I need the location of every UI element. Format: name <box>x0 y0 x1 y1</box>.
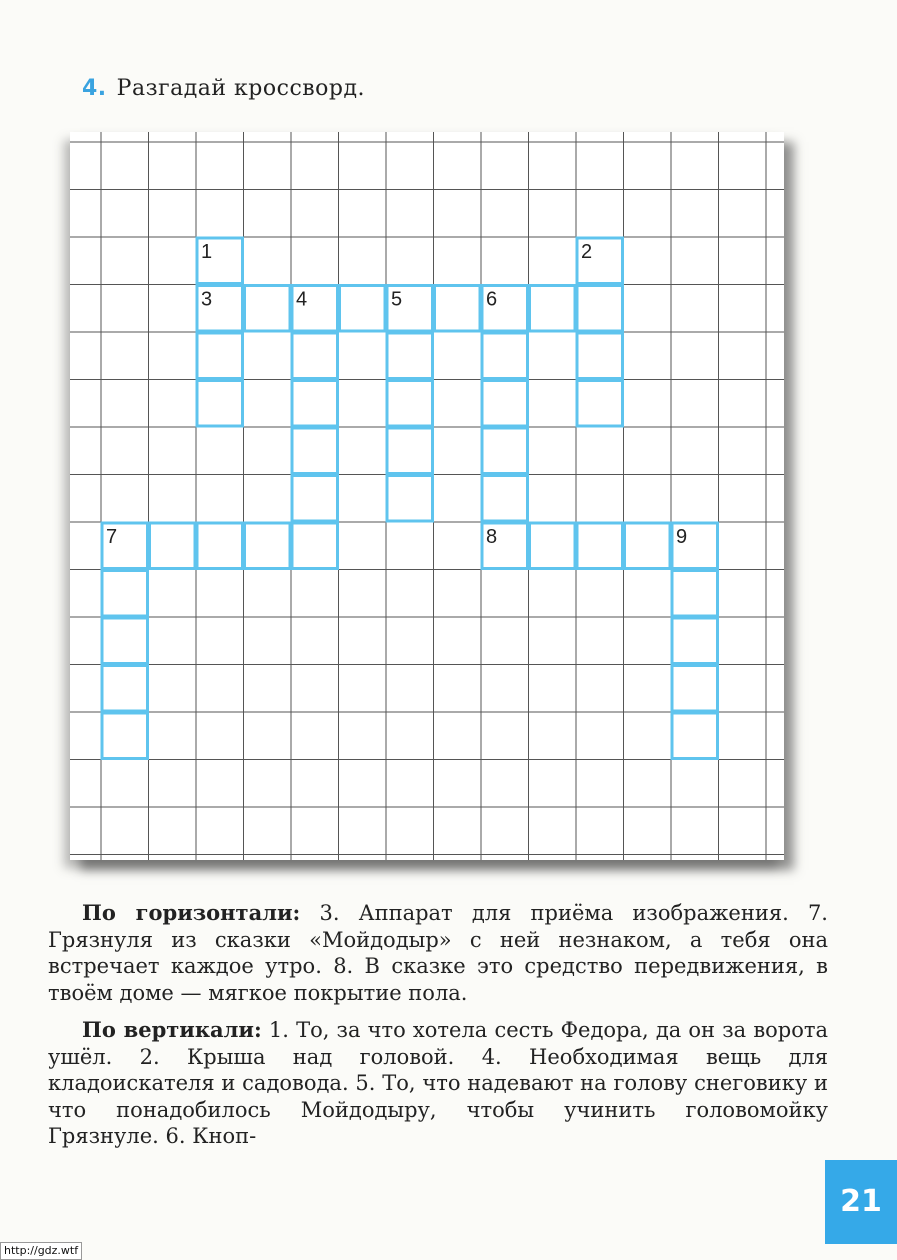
clues-horizontal <box>48 900 828 1006</box>
answer-cell[interactable] <box>577 286 623 332</box>
answer-cell[interactable] <box>482 428 528 474</box>
answer-cell[interactable] <box>197 523 243 569</box>
answer-cell[interactable] <box>387 333 433 379</box>
answer-cell[interactable] <box>102 571 148 617</box>
task-number: 4. <box>82 76 107 101</box>
answer-cell[interactable] <box>435 286 481 332</box>
answer-cell[interactable] <box>292 381 338 427</box>
clues-vertical-header: По вертикали: <box>82 1017 262 1042</box>
answer-cell[interactable] <box>245 523 291 569</box>
source-link[interactable]: http://gdz.wtf <box>0 1242 82 1260</box>
clue-number-3: 3 <box>201 288 213 311</box>
clues-vertical-text: 1. То, за что хотела сесть Федора, да он за ворота ушёл. 2. Крыша над головой. 4. Необходимая вещь для кладоискателя и садовода. 5. То, что надевают на голову снеговику и что понадобилось Мойдодыру, чтобы учинить головомойку Грязнуле. 6. Кноп- <box>48 1018 829 1148</box>
answer-cell[interactable] <box>672 571 718 617</box>
clues-horizontal-header: По горизонтали: <box>82 900 301 925</box>
clue-number-5: 5 <box>391 288 403 311</box>
answer-cell[interactable] <box>245 286 291 332</box>
answer-cell[interactable] <box>482 333 528 379</box>
crossword-svg <box>70 132 784 860</box>
answer-cell[interactable] <box>340 286 386 332</box>
answer-cell[interactable] <box>197 381 243 427</box>
clue-number-6: 6 <box>486 288 498 311</box>
answer-cell[interactable] <box>672 618 718 664</box>
answer-cell[interactable] <box>292 476 338 522</box>
page-number: 21 <box>825 1160 897 1244</box>
clues-vertical <box>48 1017 828 1150</box>
clue-number-7: 7 <box>106 526 118 548</box>
answer-cell[interactable] <box>387 381 433 427</box>
answer-cell[interactable] <box>530 523 576 569</box>
answer-cell[interactable] <box>530 286 576 332</box>
clues-section <box>48 900 828 1161</box>
answer-cell[interactable] <box>625 523 671 569</box>
answer-cell[interactable] <box>292 428 338 474</box>
clue-number-8: 8 <box>486 526 498 548</box>
answer-cell[interactable] <box>292 523 338 569</box>
answer-cell[interactable] <box>672 666 718 712</box>
answer-cell[interactable] <box>387 428 433 474</box>
task-title <box>82 76 365 101</box>
answer-cell[interactable] <box>672 713 718 759</box>
answer-cell[interactable] <box>102 713 148 759</box>
answer-cell[interactable] <box>577 381 623 427</box>
answer-cell[interactable] <box>482 381 528 427</box>
clue-number-1: 1 <box>201 241 213 263</box>
answer-cell[interactable] <box>292 333 338 379</box>
crossword-grid <box>70 132 784 860</box>
answer-cell[interactable] <box>197 333 243 379</box>
answer-cell[interactable] <box>387 476 433 522</box>
answer-cell[interactable] <box>102 618 148 664</box>
answer-cell[interactable] <box>577 523 623 569</box>
answer-cell[interactable] <box>102 666 148 712</box>
clue-number-9: 9 <box>676 526 688 548</box>
clue-number-2: 2 <box>581 241 593 263</box>
clue-number-4: 4 <box>296 288 308 311</box>
answer-cell[interactable] <box>482 476 528 522</box>
clues-horizontal-text: 3. Аппарат для приёма изображения. 7. Грязнуля из сказки «Мойдодыр» с ней незнаком, а тебя она встречает каждое утро. 8. В сказке это средство передвижения, в твоём доме — мягкое покрытие пола. <box>48 901 828 1005</box>
answer-cell[interactable] <box>150 523 196 569</box>
task-text: Разгадай кроссворд. <box>116 76 366 101</box>
answer-cell[interactable] <box>577 333 623 379</box>
